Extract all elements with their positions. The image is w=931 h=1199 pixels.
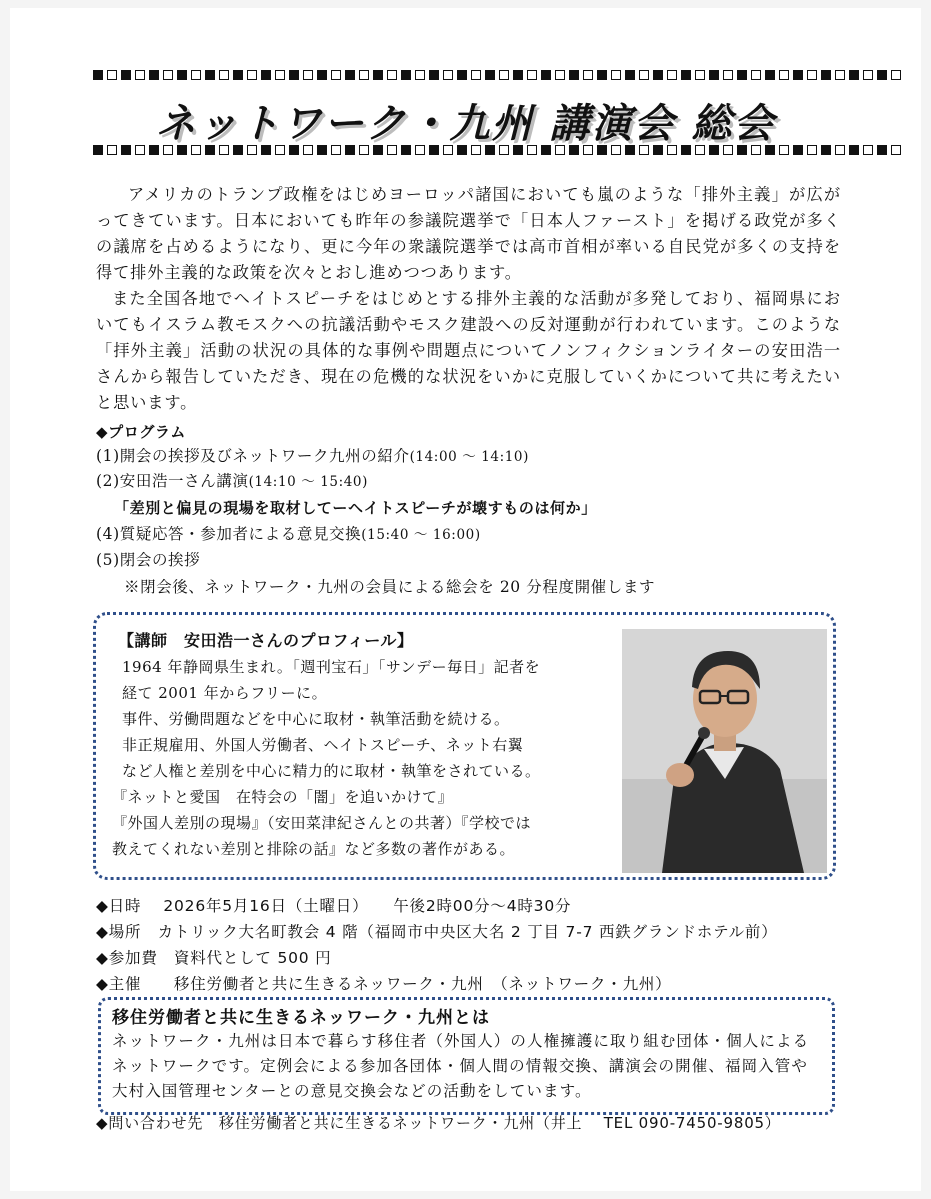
pattern-square [121,70,131,80]
program-item-4-label: (4)質疑応答・参加者による意見交換 [96,525,362,543]
pattern-square [765,70,775,80]
pattern-square [303,70,313,80]
event-fee: ◆参加費 資料代として 500 円 [96,949,332,967]
pattern-square [289,70,299,80]
profile-line: 『ネットと愛国 在特会の「闇」を追いかけて』 [112,788,454,806]
pattern-square [359,70,369,80]
pattern-square [485,70,495,80]
profile-line: 『外国人差別の現場』（安田菜津紀さんとの共著）『学校では [112,814,532,832]
pattern-square [625,70,635,80]
program-item-5: (5)閉会の挨拶 [96,551,201,569]
org-description: ネットワーク・九州は日本で暮らす移住者（外国人）の人権擁護に取り組む団体・個人によるネットワークです。定例会による参加各団体・個人間の情報交換、講演会の開催、福岡入管や大村入国管理センターとの意見交換会などの活動をしています。 [112,1032,810,1100]
pattern-square [219,70,229,80]
pattern-square [499,70,509,80]
event-date: ◆日時 2026年5月16日（土曜日） 午後2時00分～4時30分 [96,897,572,915]
program-item-1 [96,444,529,469]
pattern-square [429,70,439,80]
intro-paragraph-1: アメリカのトランプ政権をはじめヨーロッパ諸国においても嵐のような「排外主義」が広がってきています。日本においても昨年の参議院選挙で「日本人ファースト」を掲げる政党が多くの議席を占めるようになり、更に今年の衆議院選挙では高市首相が率いる自民党が多くの支持を得て排外主義的な政策を次々とおし進めつつあります。 [96,185,841,282]
pattern-square [821,70,831,80]
pattern-square [471,70,481,80]
contact-line: ◆問い合わせ先 移住労働者と共に生きるネットワーク・九州（井上 TEL 090-7450-9805） [96,1114,781,1132]
pattern-square [93,70,103,80]
pattern-square [751,70,761,80]
pattern-square [737,70,747,80]
pattern-square [275,70,285,80]
pattern-square [835,70,845,80]
pattern-square [457,70,467,80]
pattern-square [415,70,425,80]
pattern-square [555,70,565,80]
pattern-square [527,70,537,80]
program-item-1-label: (1)開会の挨拶及びネットワーク九州の紹介 [96,447,410,465]
pattern-square [261,70,271,80]
page-title: ネットワーク・九州 講演会 総会 [155,101,776,147]
intro-paragraph-2: また全国各地でヘイトスピーチをはじめとする排外主義的な活動が多発しており、福岡県においてもイスラム教モスクへの抗議活動やモスク建設への反対運動が行われています。このような「拝外主義」活動の状況の具体的な事例や問題点についてノンフィクションライターの安田浩一さんから報告していただき、現在の危機的な状況をいかに克服していくかについて共に考えたいと思います。 [96,289,841,412]
profile-heading: 【講師 安田浩一さんのプロフィール】 [118,631,414,650]
pattern-square [891,70,901,80]
pattern-square [191,70,201,80]
pattern-square [681,70,691,80]
program-item-2 [96,469,368,494]
profile-line: 教えてくれない差別と排除の話』など多数の著作がある。 [112,840,516,858]
pattern-square [793,70,803,80]
program-heading: ◆プログラム [96,423,186,441]
profile-line: など人権と差別を中心に精力的に取材・執筆をされている。 [122,762,541,780]
profile-line: 非正規雇用、外国人労働者、ヘイトスピーチ、ネット右翼 [122,736,524,754]
org-title: 移住労働者と共に生きるネッワーク・九州とは [112,1008,490,1028]
pattern-square [135,70,145,80]
pattern-square [611,70,621,80]
pattern-square [401,70,411,80]
profile-text [112,628,618,862]
pattern-square [863,70,873,80]
pattern-square [583,70,593,80]
pattern-square [709,70,719,80]
pattern-square [569,70,579,80]
pattern-square [163,70,173,80]
pattern-square [597,70,607,80]
pattern-square [233,70,243,80]
pattern-square [541,70,551,80]
program-note: ※閉会後、ネットワーク・九州の会員による総会を 20 分程度開催します [124,578,656,596]
pattern-square [513,70,523,80]
pattern-square [849,70,859,80]
speaker-photo [622,629,827,873]
profile-line: 事件、労働問題などを中心に取材・執筆活動を続ける。 [122,710,510,728]
program-item-1-time: (14:00 ～ 14:10) [409,449,529,465]
pattern-square [695,70,705,80]
top-square-pattern [93,70,838,82]
pattern-square [653,70,663,80]
pattern-square [149,70,159,80]
pattern-square [639,70,649,80]
program-item-4-time: (15:40 ～ 16:00) [361,527,481,543]
profile-line: 1964 年静岡県生まれ。「週刊宝石」「サンデー毎日」記者を [122,658,541,676]
profile-line: 経て 2001 年からフリーに。 [122,684,328,702]
pattern-square [247,70,257,80]
pattern-square [443,70,453,80]
pattern-square [205,70,215,80]
speaker-illustration [622,629,827,873]
lecture-title: 「差別と偏見の現場を取材してーヘイトスピーチが壊すものは何か」 [114,499,597,517]
pattern-square [667,70,677,80]
pattern-square [387,70,397,80]
pattern-square [723,70,733,80]
pattern-square [877,70,887,80]
pattern-square [345,70,355,80]
pattern-square [807,70,817,80]
pattern-square [107,70,117,80]
pattern-square [373,70,383,80]
pattern-square [177,70,187,80]
program-item-2-label: (2)安田浩一さん講演 [96,472,249,490]
pattern-square [779,70,789,80]
event-host: ◆主催 移住労働者と共に生きるネッワーク・九州 （ネットワーク・九州） [96,975,672,993]
program-item-2-time: (14:10 ～ 15:40) [248,474,368,490]
pattern-square [317,70,327,80]
program-item-4 [96,522,481,547]
pattern-square [331,70,341,80]
event-place: ◆場所 カトリック大名町教会 4 階（福岡市中央区大名 2 丁目 7-7 西鉄グランドホテル前） [96,923,778,941]
